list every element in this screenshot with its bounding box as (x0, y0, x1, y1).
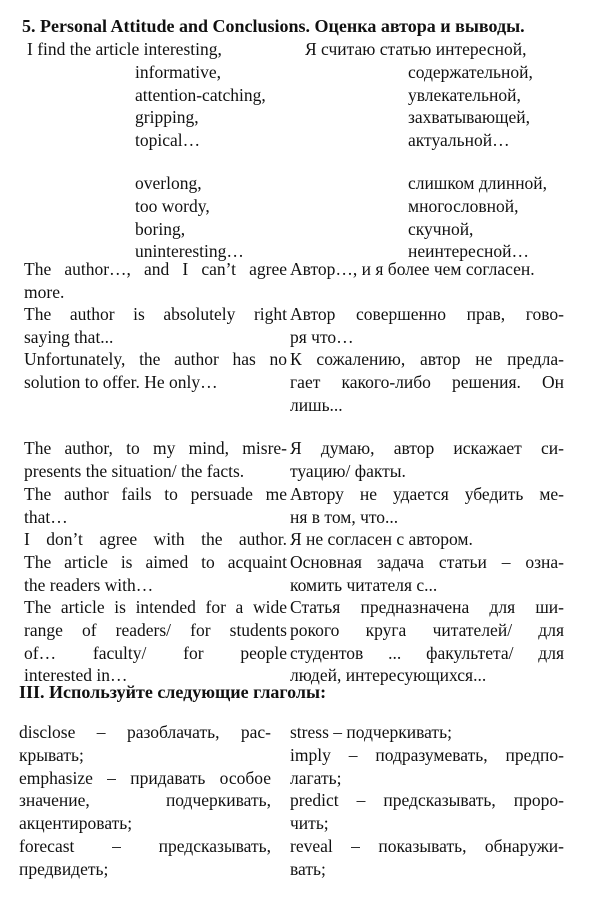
adjective-en: gripping, (135, 107, 199, 128)
phrase-ru: Автор…, и я более чем согласен. (290, 259, 535, 279)
phrase-ru: Я думаю, автор искажает си- (290, 438, 564, 458)
verb-left: значение, подчеркивать, (19, 790, 271, 811)
phrase-en: presents the situation/ the facts. (24, 460, 245, 481)
phrase-ru: лишь... (290, 394, 343, 415)
phrase-ru: Автор совершенно прав, гово- (290, 304, 564, 324)
adjective-ru: захватывающей, (408, 107, 531, 128)
verb-left: крывать; (19, 744, 84, 765)
verb-right: stress – подчеркивать; (290, 722, 452, 742)
phrase-en: The author…, and I can’t agree (24, 259, 287, 279)
phrase-en: range of readers/ for students (24, 619, 287, 640)
adjective-en: uninteresting… (135, 241, 244, 262)
adjective-ru: актуальной… (408, 130, 510, 151)
phrase-en: interested in… (24, 665, 128, 686)
phrase-ru: людей, интересующихся... (290, 665, 487, 686)
phrase-ru: ня в том, что... (290, 506, 399, 527)
adjective-ru: увлекательной, (408, 84, 521, 105)
phrase-en: more. (24, 281, 65, 302)
verb-left: emphasize – придавать особое (19, 767, 271, 788)
adjective-ru: слишком длинной, (408, 173, 548, 193)
section-heading: III. Используйте следующие глаголы: (19, 682, 327, 702)
phrase-en: saying that... (24, 326, 114, 347)
phrase-ru: гает какого-либо решения. Он (290, 371, 564, 392)
adjective-en: informative, (135, 61, 222, 82)
verb-right: reveal – показывать, обнаружи- (290, 836, 564, 856)
phrase-ru: Основная задача статьи – озна- (290, 552, 564, 572)
verb-left: акцентировать; (19, 813, 133, 834)
adjective-en: attention-catching, (135, 84, 266, 105)
verb-left: предвидеть; (19, 858, 109, 879)
phrase-ru: Статья предназначена для ши- (290, 597, 564, 617)
intro-ru: Я считаю статью интересной, (305, 39, 527, 59)
phrase-en: the readers with… (24, 574, 154, 595)
section-heading: 5. Personal Attitude and Conclusions. Оценка автора и выводы. (22, 16, 525, 36)
phrase-en: The author, to my mind, misre- (24, 438, 287, 458)
phrase-en: solution to offer. He only… (24, 371, 218, 392)
phrase-en: of… faculty/ for people (24, 642, 287, 663)
adjective-en: boring, (135, 218, 186, 239)
verb-left: disclose – разоблачать, рас- (19, 722, 271, 742)
phrase-en: The article is intended for a wide (24, 597, 287, 617)
adjective-ru: многословной, (408, 195, 519, 216)
verb-right: чить; (290, 813, 329, 834)
verb-right: predict – предсказывать, проро- (290, 790, 564, 811)
adjective-ru: содержательной, (408, 61, 533, 82)
phrase-en: I don’t agree with the author. (24, 529, 287, 549)
adjective-ru: скучной, (408, 218, 474, 239)
phrase-ru: К сожалению, автор не предла- (290, 349, 564, 369)
phrase-ru: Я не согласен с автором. (290, 529, 473, 549)
phrase-ru: туацию/ факты. (290, 460, 406, 481)
phrase-en: The author fails to persuade me (24, 484, 287, 504)
adjective-ru: неинтересной… (408, 241, 529, 262)
verb-left: forecast – предсказывать, (19, 836, 271, 856)
verb-right: вать; (290, 858, 326, 879)
phrase-ru: комить читателя с... (290, 574, 438, 595)
phrase-ru: студентов ... факультета/ для (290, 642, 564, 663)
adjective-en: topical… (135, 130, 201, 151)
phrase-ru: ря что… (290, 326, 354, 347)
phrase-en: Unfortunately, the author has no (24, 349, 287, 369)
intro-en: I find the article interesting, (27, 39, 222, 59)
verb-right: imply – подразумевать, предпо- (290, 744, 564, 765)
phrase-en: The article is aimed to acquaint (24, 552, 287, 572)
phrase-ru: рокого круга читателей/ для (290, 619, 564, 640)
phrase-en: that… (24, 506, 68, 527)
phrase-ru: Автору не удается убедить ме- (290, 484, 564, 504)
adjective-en: overlong, (135, 173, 202, 193)
verb-right: лагать; (290, 767, 342, 788)
adjective-en: too wordy, (135, 195, 210, 216)
phrase-en: The author is absolutely right (24, 304, 287, 324)
